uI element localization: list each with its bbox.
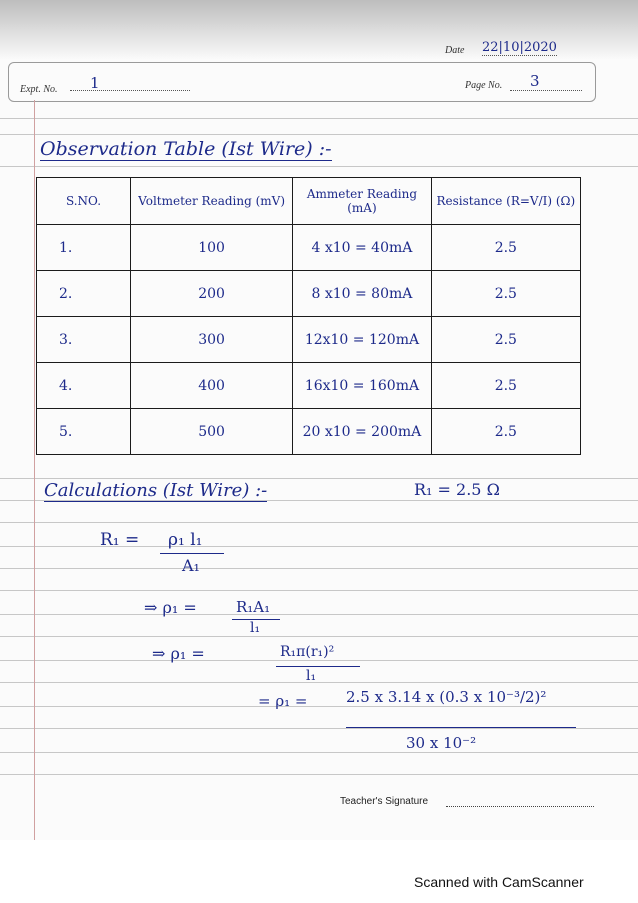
cell-ammeter: 8 x10 = 80mA <box>293 271 431 317</box>
resistance-result: R₁ = 2.5 Ω <box>414 480 500 499</box>
ruled-line <box>0 546 638 547</box>
ruled-line <box>0 118 638 119</box>
cell-sno: 1. <box>37 225 131 271</box>
eq3-denominator: l₁ <box>306 668 317 684</box>
table-row <box>37 363 581 409</box>
ruled-line <box>0 134 638 135</box>
expt-no-value: 1 <box>90 74 100 92</box>
cell-voltmeter: 200 <box>130 271 292 317</box>
table-header-row <box>37 178 581 225</box>
ruled-line <box>0 706 638 707</box>
col-header-voltmeter: Voltmeter Reading (mV) <box>130 178 292 225</box>
cell-ammeter: 16x10 = 160mA <box>293 363 431 409</box>
cell-voltmeter: 300 <box>130 317 292 363</box>
page-no-value: 3 <box>530 72 540 90</box>
camscanner-watermark: Scanned with CamScanner <box>414 874 584 890</box>
eq1-denominator: A₁ <box>182 556 200 575</box>
cell-resistance: 2.5 <box>431 317 580 363</box>
eq1-numerator: ρ₁ l₁ <box>168 530 203 550</box>
signature-line <box>446 806 594 807</box>
margin-line <box>34 100 35 840</box>
table-row <box>37 409 581 455</box>
cell-sno: 2. <box>37 271 131 317</box>
observation-table <box>36 177 581 455</box>
page-no-label: Page No. <box>465 80 503 91</box>
ruled-line <box>0 478 638 479</box>
cell-sno: 5. <box>37 409 131 455</box>
eq4-denominator: 30 x 10⁻² <box>406 734 477 752</box>
teacher-signature-label: Teacher's Signature <box>340 796 429 807</box>
col-header-ammeter: Ammeter Reading (mA) <box>293 178 431 225</box>
table-row <box>37 225 581 271</box>
cell-sno: 4. <box>37 363 131 409</box>
ruled-line <box>0 590 638 591</box>
cell-resistance: 2.5 <box>431 363 580 409</box>
cell-voltmeter: 400 <box>130 363 292 409</box>
cell-sno: 3. <box>37 317 131 363</box>
ruled-line <box>0 568 638 569</box>
calculations-title: Calculations (Ist Wire) :- <box>44 480 268 501</box>
ruled-line <box>0 614 638 615</box>
eq1-fraction-bar <box>160 553 224 554</box>
table-row <box>37 271 581 317</box>
expt-no-line <box>70 90 190 91</box>
expt-no-label: Expt. No. <box>20 84 58 95</box>
ruled-line <box>0 752 638 753</box>
date-label: Date <box>445 45 465 56</box>
eq2-numerator: R₁A₁ <box>236 598 271 616</box>
eq3-lhs: ⇒ ρ₁ = <box>152 644 205 663</box>
table-row <box>37 317 581 363</box>
ruled-line <box>0 660 638 661</box>
ruled-line <box>0 636 638 637</box>
eq1-lhs: R₁ = <box>100 530 140 550</box>
date-value: 22|10|2020 <box>482 40 557 55</box>
ruled-line <box>0 682 638 683</box>
cell-resistance: 2.5 <box>431 409 580 455</box>
cell-ammeter: 4 x10 = 40mA <box>293 225 431 271</box>
eq2-lhs: ⇒ ρ₁ = <box>144 598 197 617</box>
cell-voltmeter: 100 <box>130 225 292 271</box>
col-header-sno: S.NO. <box>37 178 131 225</box>
eq4-numerator: 2.5 x 3.14 x (0.3 x 10⁻³/2)² <box>346 688 547 706</box>
ruled-line <box>0 166 638 167</box>
eq4-fraction-bar <box>346 727 576 728</box>
eq2-denominator: l₁ <box>250 620 261 636</box>
ruled-line <box>0 522 638 523</box>
cell-resistance: 2.5 <box>431 271 580 317</box>
cell-resistance: 2.5 <box>431 225 580 271</box>
cell-ammeter: 12x10 = 120mA <box>293 317 431 363</box>
eq3-fraction-bar <box>276 666 360 667</box>
ruled-line <box>0 774 638 775</box>
col-header-resistance: Resistance (R=V/I) (Ω) <box>431 178 580 225</box>
eq4-lhs: = ρ₁ = <box>258 692 308 710</box>
eq3-numerator: R₁π(r₁)² <box>280 644 335 660</box>
cell-voltmeter: 500 <box>130 409 292 455</box>
cell-ammeter: 20 x10 = 200mA <box>293 409 431 455</box>
observation-title: Observation Table (Ist Wire) :- <box>40 138 332 160</box>
scan-footer-band <box>0 840 638 903</box>
page-no-line <box>510 90 582 91</box>
